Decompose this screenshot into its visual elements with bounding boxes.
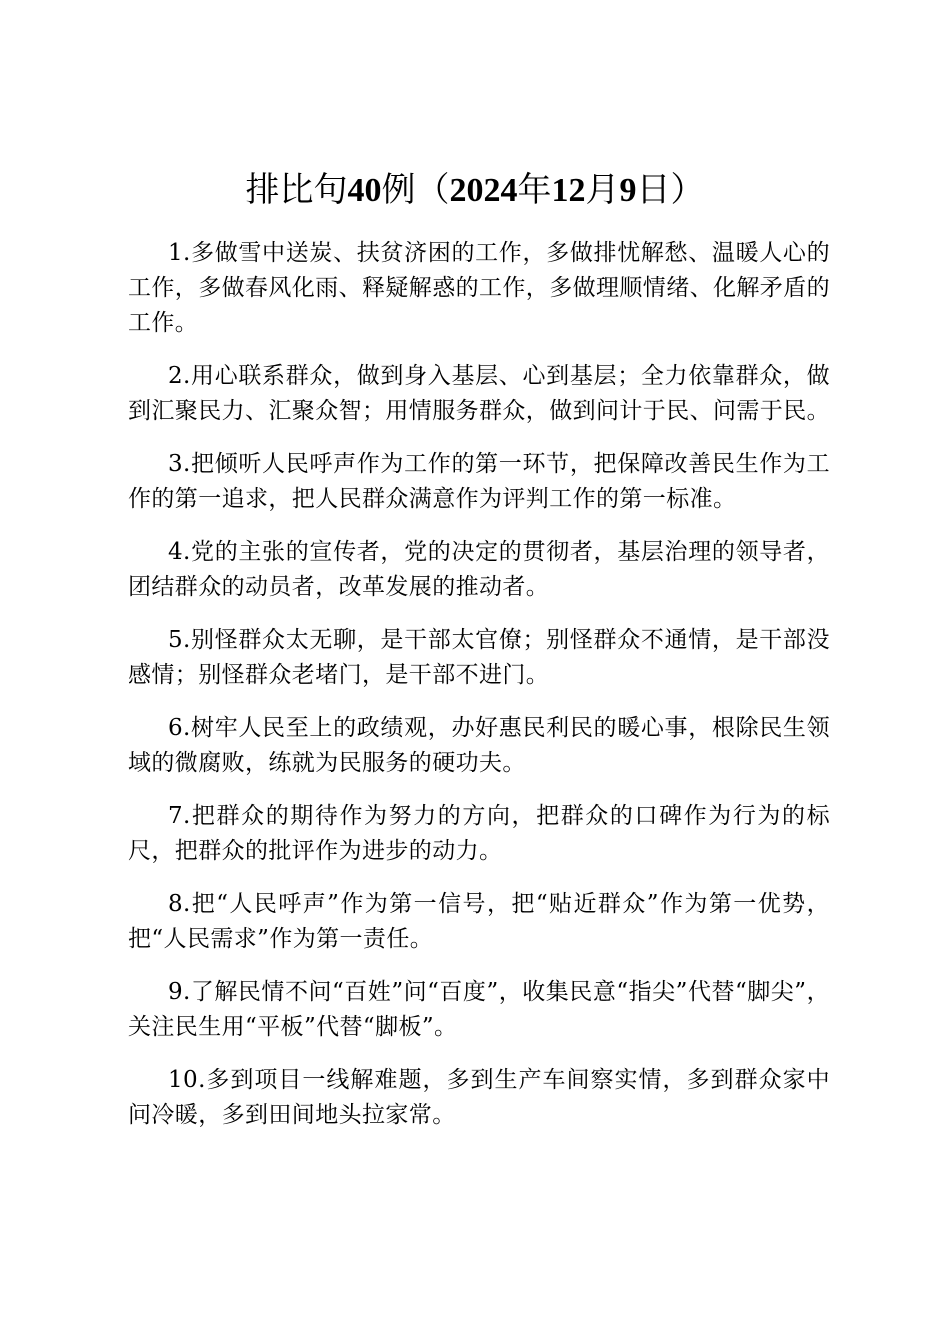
title-number-day: 9 xyxy=(619,172,637,209)
title-text-pre: 排比句 xyxy=(245,170,348,210)
list-item: 6.树牢人民至上的政绩观，办好惠民利民的暖心事，根除民生领域的微腐败，练就为民服务的硬功夫。 xyxy=(128,715,830,776)
title-number-year: 2024 xyxy=(449,172,518,209)
item-list xyxy=(128,236,830,1151)
list-item: 5.别怪群众太无聊，是干部太官僚；别怪群众不通情，是干部没感情；别怪群众老堵门，是干部不进门。 xyxy=(128,627,830,688)
title-text-mid3: 月 xyxy=(585,170,620,210)
title-number-month: 12 xyxy=(551,172,586,209)
title-number-count: 40 xyxy=(347,172,382,209)
list-item: 9.了解民情不问“百姓”问“百度”，收集民意“指尖”代替“脚尖”，关注民生用“平板”代替“脚板”。 xyxy=(128,979,830,1040)
list-item: 2.用心联系群众，做到身入基层、心到基层；全力依靠群众，做到汇聚民力、汇聚众智；用情服务群众，做到问计于民、问需于民。 xyxy=(128,363,830,424)
list-item: 3.把倾听人民呼声作为工作的第一环节，把保障改善民生作为工作的第一追求，把人民群众满意作为评判工作的第一标准。 xyxy=(128,451,830,512)
title-text-post: 日） xyxy=(636,170,705,210)
list-item: 4.党的主张的宣传者，党的决定的贯彻者，基层治理的领导者，团结群众的动员者，改革发展的推动者。 xyxy=(128,539,830,600)
list-item: 8.把“人民呼声”作为第一信号，把“贴近群众”作为第一优势，把“人民需求”作为第一责任。 xyxy=(128,891,830,952)
list-item: 1.多做雪中送炭、扶贫济困的工作，多做排忧解愁、温暖人心的工作，多做春风化雨、释疑解惑的工作，多做理顺情绪、化解矛盾的工作。 xyxy=(128,240,830,336)
list-item: 7.把群众的期待作为努力的方向，把群众的口碑作为行为的标尺，把群众的批评作为进步的动力。 xyxy=(128,803,830,864)
title-text-mid2: 年 xyxy=(517,170,552,210)
title-text-mid1: 例（ xyxy=(381,170,450,210)
list-item: 10.多到项目一线解难题，多到生产车间察实情，多到群众家中问冷暖，多到田间地头拉家常。 xyxy=(128,1067,830,1128)
document-title xyxy=(0,166,950,215)
